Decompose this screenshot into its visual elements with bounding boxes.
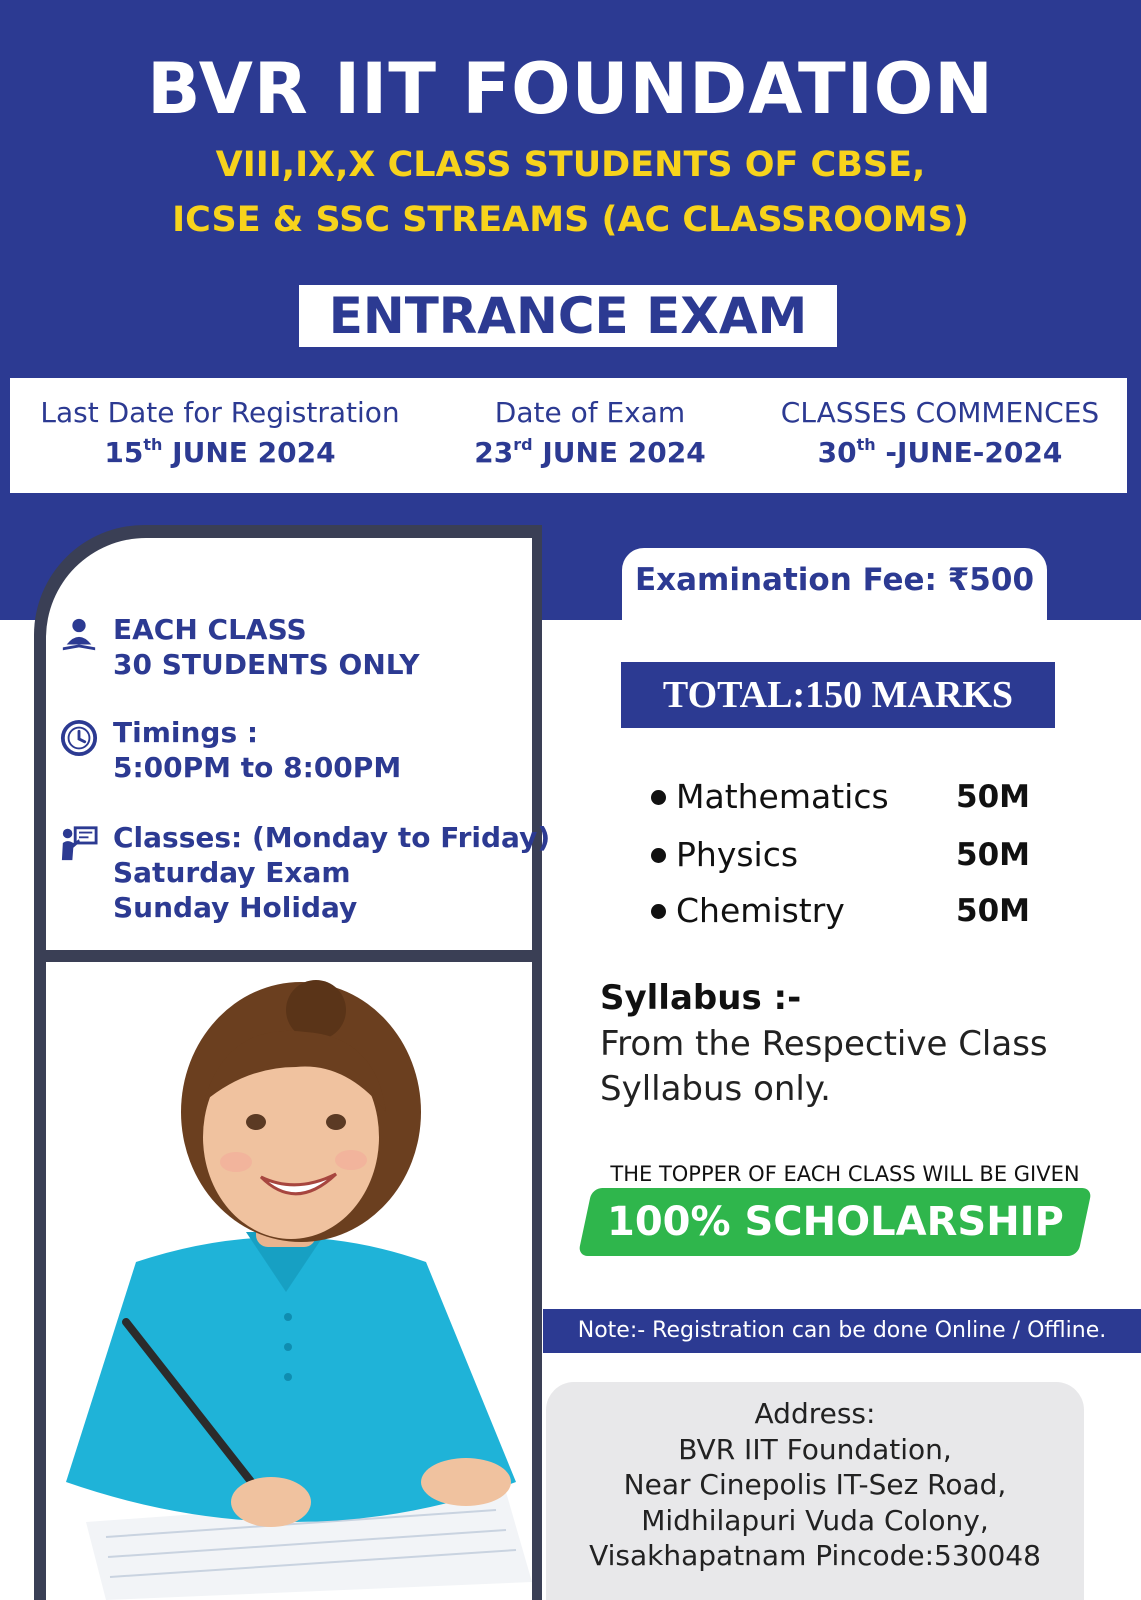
classes-line-3: Sunday Holiday [113,891,358,924]
bullet-icon [651,848,666,863]
teacher-board-icon [60,824,98,862]
page-title: BVR IIT FOUNDATION [147,48,994,130]
class-size-line-1: EACH CLASS [113,613,307,646]
syllabus-title: Syllabus :- [600,978,802,1018]
dates-bar [10,378,1127,493]
scholarship-intro: THE TOPPER OF EACH CLASS WILL BE GIVEN [610,1162,1080,1186]
student-reading-icon [60,616,98,654]
date-label: CLASSES COMMENCES [780,396,1100,429]
syllabus-text [600,1022,1120,1112]
date-value: 30th -JUNE-2024 [817,435,1063,469]
girl-illustration [46,962,532,1600]
registration-date [20,396,420,469]
subtitle-line-1: VIII,IX,X CLASS STUDENTS OF CBSE, [215,145,926,185]
bullet-icon [651,904,666,919]
scholarship-badge-label: 100% SCHOLARSHIP [606,1199,1064,1245]
classes-line-1: Classes: (Monday to Friday) [113,821,551,854]
syllabus-line-1: From the Respective Class [600,1024,1048,1064]
classes-commence-date [760,396,1120,469]
registration-note: Note:- Registration can be done Online / Offline. [543,1309,1141,1353]
date-label: Last Date for Registration [40,396,400,429]
exam-date [440,396,740,469]
address-line: Near Cinepolis IT-Sez Road, [623,1468,1007,1501]
subject-name: Chemistry [676,891,845,930]
subject-row [648,835,1048,879]
classes-line-2: Saturday Exam [113,856,351,889]
subject-name: Mathematics [676,777,889,816]
subject-marks: 50M [956,893,1030,929]
address-box [546,1382,1084,1600]
address-line: BVR IIT Foundation, [678,1432,952,1466]
scholarship-badge [578,1188,1092,1256]
student-photo [46,962,532,1600]
examination-fee: Examination Fee: ₹500 [622,548,1047,623]
subject-row [648,891,1048,935]
subject-marks: 50M [956,837,1030,873]
subject-row [648,777,1048,821]
timings-value: 5:00PM to 8:00PM [113,751,402,784]
total-marks-banner: TOTAL:150 MARKS [621,662,1055,728]
syllabus-line-2: Syllabus only. [600,1069,831,1109]
date-value: 15th JUNE 2024 [104,435,336,469]
class-size-line-2: 30 STUDENTS ONLY [113,648,420,681]
subtitle-line-2: ICSE & SSC STREAMS (AC CLASSROOMS) [172,200,969,240]
bullet-icon [651,790,666,805]
subject-name: Physics [676,835,799,874]
address-line: Visakhapatnam Pincode:530048 [589,1539,1041,1572]
address-line: Address: [754,1397,876,1430]
address-line: Midhilapuri Vuda Colony, [641,1503,989,1537]
date-label: Date of Exam [494,396,686,429]
timings-label: Timings : [113,716,259,749]
date-value: 23rd JUNE 2024 [474,435,706,469]
subject-marks: 50M [956,779,1030,815]
entrance-exam-banner: ENTRANCE EXAM [299,285,837,347]
clock-icon [60,719,98,757]
